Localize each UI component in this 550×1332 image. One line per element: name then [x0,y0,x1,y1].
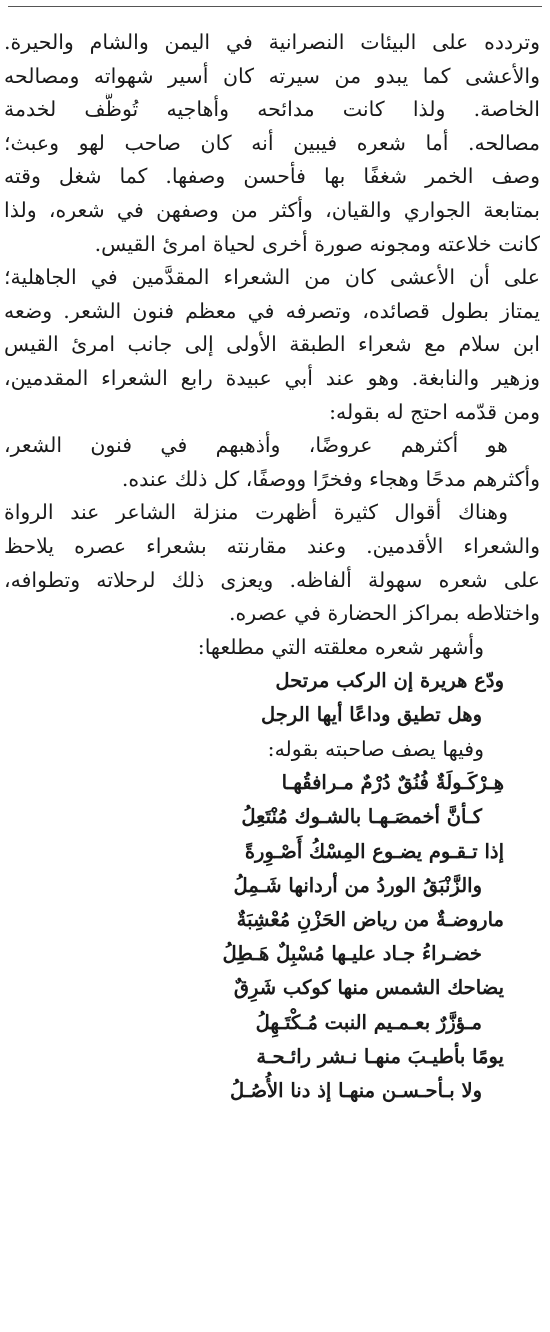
paragraph-3 [4,496,540,630]
quote-block [4,429,540,496]
verse-first-hemistich: ودّع هريرة إن الركب مرتحل [275,669,504,693]
verse-first-hemistich: يضاحك الشمس منها كوكب شَرِقٌ [233,976,504,1000]
text-line: والأعشى كما يبدو من سيرته كان أسير شهواته ومصالحه [4,63,540,88]
quote-line: وأكثرهم مدحًا وهجاء وفخرًا ووصفًا، كل ذلك عنده. [121,466,540,491]
text-line: وتردده على البيئات النصرانية في اليمن والشام والحيرة. [4,30,540,54]
poem [4,766,540,1108]
text-line: بمتابعة الجواري والقيان، وأكثر من وصفهن في شعره، ولذا [4,197,540,222]
text-line: وصف الخمر شغفًا بها فأحسن وصفها. كما شغل وقته [4,164,540,189]
text-line: ابن سلام مع شعراء الطبقة الأولى إلى جانب امرئ القيس [4,332,540,357]
verse-second-hemistich: خضـراءُ جـاد عليـها مُسْبِلٌ هَـطِلُ [222,942,482,966]
poem-intro: وأشهر شعره معلقته التي مطلعها: [197,634,484,659]
verse-second-hemistich: مـؤزَّرٌ بعـمـيم النبت مُـكْتَـهِلُ [255,1010,482,1034]
text-line: واختلاطه بمراكز الحضارة في عصره. [229,601,540,626]
text-line: مصالحه. أما شعره فيبين أنه كان صاحب لهو وعبث؛ [4,130,540,155]
text-line: يمتاز بطول قصائده، وتصرفه في معظم فنون الشعر. وضعه [4,298,540,323]
paragraph-1 [4,26,540,261]
verse-first-hemistich: إذا تـقـوم يضـوع المِسْكُ أَصْـوِرةً [244,839,504,863]
text-line: على شعره سهولة ألفاظه. ويعزى ذلك لرحلاته وتطوافه، [4,567,540,592]
text-line: وهناك أقوال كثيرة أظهرت منزلة الشاعر عند الرواة [4,500,508,525]
text-line: ومن قدّمه احتج له بقوله: [329,399,540,424]
top-rule [8,6,542,7]
text-line: الخاصة. ولذا كانت مدائحه وأهاجيه تُوظَّف لخدمة [4,97,540,122]
verse-first-hemistich: يومًا بأطيـبَ منهـا نـشر رائـحـة [256,1044,504,1068]
verse-second-hemistich: وهل تطيق وداعًا أيها الرجل [260,703,482,727]
text-line: وزهير والنابغة. وهو عند أبي عبيدة رابع الشعراء المقدمين، [4,365,540,390]
verse-second-hemistich: والزَّنْبَقُ الوردُ من أردانها شَـمِلُ [233,873,482,897]
text-line: على أن الأعشى كان من الشعراء المقدَّمين في الجاهلية؛ [4,265,540,290]
verse-first-hemistich: هِـرْكَـولَةٌ فُنُقٌ دُرْمٌ مـرافقُهـا [281,771,504,795]
quote-line: هو أكثرهم عروضًا، وأذهبهم في فنون الشعر، [4,433,508,458]
text-line: والشعراء الأقدمين. وعند مقارنته بشعراء عصره يلاحظ [4,533,540,558]
text-line: كانت خلاعته ومجونه صورة أخرى لحياة امرئ القيس. [94,231,540,256]
verse-first-hemistich: ماروضـةٌ من رياض الحَزْنِ مُعْشِبَةٌ [236,908,504,931]
verse-second-hemistich: ولا بـأحـسـن منهـا إذ دنا الأُصُـلُ [230,1078,482,1102]
poem-intro: وفيها يصف صاحبته بقوله: [267,736,484,761]
page-body [4,26,540,1108]
paragraph-2 [4,261,540,429]
verse-second-hemistich: كـأنَّ أخمصَـهـا بالشـوك مُنْتَعِلُ [241,805,482,829]
